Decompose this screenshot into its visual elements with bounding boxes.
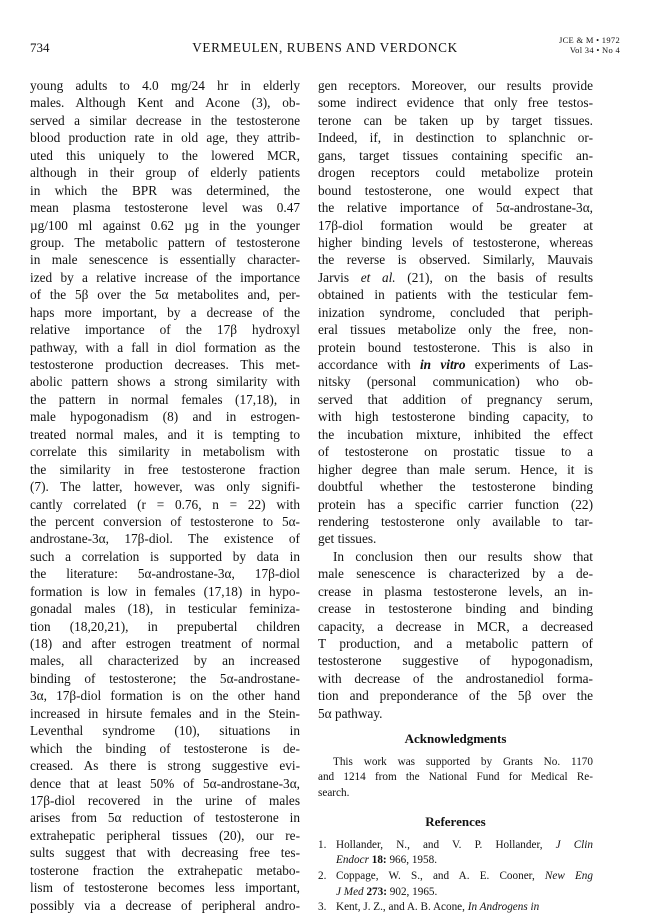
text-line: blood production rate in old age, they attrib-	[30, 130, 300, 146]
text-line: Indeed, if, in destinction to splanchnic or-	[318, 130, 593, 146]
text-line: gans, target tissues containing specific an-	[318, 147, 593, 163]
left-column	[30, 77, 300, 914]
text-line: relative importance of the 17β hydroxyl	[30, 322, 300, 338]
text-line: androstane-3α, 17β-diol. The existence of	[30, 531, 300, 547]
reference-item	[318, 900, 593, 916]
text-line: uted this uniquely to the lowered MCR,	[30, 147, 300, 163]
journal-line-1: JCE & M • 1972	[558, 35, 620, 45]
text-line: sults suggest that with decreasing free tes-	[30, 845, 300, 861]
text-line: bound testosterone, one would expect that	[318, 182, 593, 198]
text-line: the reverse is observed. Similarly, Mauvais	[318, 252, 593, 268]
text-line: crease in testosterone binding and binding	[318, 601, 593, 617]
running-head-authors: VERMEULEN, RUBENS AND VERDONCK	[192, 40, 458, 55]
text-line: pathway, with a fall in diol formation as the	[30, 339, 300, 355]
reference-item	[318, 869, 593, 900]
page-number: 734	[30, 40, 50, 55]
text-line: testosterone suggestive of hypogonadism,	[318, 653, 593, 669]
references-list	[318, 838, 593, 916]
text-line: higher degree than male serum. Hence, it is	[318, 461, 593, 477]
text-line: increased in hirsute females and in the Stein-	[30, 705, 300, 721]
text-line: ized by a relative increase of the importance	[30, 269, 300, 285]
text-line: in which the BPR was determined, the	[30, 182, 300, 198]
text-line: In conclusion then our results show that	[333, 548, 593, 564]
text-line: mean plasma testosterone level was 0.47	[30, 200, 300, 216]
text-line: formation is low in females (17,18) in hypo-	[30, 583, 300, 599]
text-line: inization syndrome, concluded that periph-	[318, 304, 593, 320]
text-line: with decrease of the androstanediol forma-	[318, 670, 593, 686]
text-line: males. Although Kent and Acone (3), ob-	[30, 95, 300, 111]
text-line: 17β-diol recovered in the urine of males	[30, 792, 300, 808]
text-line: eral tissues metabolize only the free, non-	[318, 322, 593, 338]
reference-line: Endocr 18: 966, 1958.	[336, 854, 437, 867]
text-line: drogen receptors could metabolize protein	[318, 165, 593, 181]
text-line: with high testosterone binding capacity, to	[318, 409, 593, 425]
text-line: T production, and a metabolic pattern of	[318, 636, 593, 651]
text-line: 3α, 17β-diol formation is on the other hand	[30, 688, 300, 704]
text-line: gonadal males (18), in testicular feminiza-	[30, 601, 300, 617]
text-line: some indirect evidence that only free testos-	[318, 95, 593, 111]
text-line: although in their group of elderly patients	[30, 165, 300, 181]
text-line: male senescence is characterized by a de-	[318, 566, 593, 582]
text-line: group. The metabolic pattern of testosterone	[30, 234, 300, 250]
text-line: correlate this similarity in metabolism with	[30, 444, 300, 460]
reference-number: 3.	[318, 901, 327, 914]
text-line: which the binding of testosterone is de-	[30, 740, 300, 756]
acknowledgment-line: This work was supported by Grants No. 1170	[333, 755, 593, 768]
text-line: higher binding levels of testosterone, whereas	[318, 234, 593, 250]
acknowledgment-line: and 1214 from the National Fund for Medical Re-	[318, 771, 593, 784]
reference-item	[318, 838, 593, 869]
text-line: capacity, a decrease in MCR, a decreased	[318, 618, 593, 634]
reference-line: Coppage, W. S., and A. E. Cooner, New Eng	[336, 870, 593, 883]
text-line: haps more important, by a decrease of the	[30, 304, 300, 320]
text-line: served that addition of pregnancy serum,	[318, 391, 593, 407]
acknowledgments-heading: Acknowledgments	[404, 731, 507, 747]
text-line: 5α pathway.	[318, 705, 383, 721]
reference-number: 1.	[318, 838, 327, 851]
acknowledgments-text	[318, 755, 593, 802]
text-line: treated normal males, and it is tempting to	[30, 426, 300, 442]
text-line: µg/100 ml against 0.62 µg in the younger	[30, 217, 300, 233]
text-line: lism of testosterone becomes less important,	[30, 880, 300, 896]
text-line: of testosterone on prostatic tissue to a	[318, 444, 593, 460]
text-line: cantly correlated (r = 0.76, n = 22) with	[30, 496, 300, 512]
text-line: testosterone production decreases. This met-	[30, 357, 300, 372]
text-line: Jarvis et al. (21), on the basis of results	[318, 269, 593, 285]
reference-line: Hollander, N., and V. P. Hollander, J Clin	[336, 838, 593, 851]
text-line: 17β-diol formation would be greater at	[318, 217, 593, 233]
journal-line-2: Vol 34 • No 4	[569, 44, 620, 55]
text-line: male hypogonadism (8) and in estrogen-	[30, 409, 300, 425]
reference-line: Kent, J. Z., and A. B. Acone, In Androgens in	[336, 901, 540, 914]
text-line: in male senescence is essentially character-	[30, 252, 300, 268]
text-line: of the 5β over the 5α metabolites and, per-	[30, 287, 300, 303]
text-line: nitsky (personal communication) who ob-	[318, 374, 593, 390]
text-line: gen receptors. Moreover, our results provide	[318, 78, 593, 93]
acknowledgment-line: search.	[318, 786, 350, 799]
text-line: protein bound testosterone. This is also in	[318, 339, 593, 355]
text-line: protein has a specific carrier function (22)	[318, 496, 593, 512]
text-line: the similarity in free testosterone fraction	[30, 461, 300, 477]
text-line: such a correlation is supported by data in	[30, 548, 300, 564]
paragraph-discussion	[318, 77, 593, 548]
reference-number: 2.	[318, 870, 327, 883]
reference-line: J Med 273: 902, 1965.	[336, 885, 438, 898]
text-line: abolic pattern shows a strong similarity with	[30, 374, 300, 390]
text-line: males, all characterized by an increased	[30, 653, 300, 669]
text-line: crease in plasma testosterone levels, an in-	[318, 583, 593, 599]
text-line: the percent conversion of testosterone to 5α-	[30, 513, 300, 529]
text-line: (18) and after estrogen treatment of normal	[30, 636, 300, 651]
text-line: accordance with in vitro experiments of Las-	[318, 357, 593, 372]
text-line: obtained in patients with the testicular fem-	[318, 287, 593, 303]
references-heading: References	[425, 814, 486, 830]
text-line: arises from 5α reduction of testosterone in	[30, 810, 300, 826]
text-line: Leventhal syndrome (10), situations in	[30, 723, 300, 739]
text-line: rendering testosterone only available to tar-	[318, 513, 593, 529]
text-line: the pattern in normal females (17,18), in	[30, 391, 300, 407]
page-header	[30, 35, 620, 62]
text-line: possibly via a decrease of peripheral andro-	[30, 897, 300, 913]
text-line: the literature: 5α-androstane-3α, 17β-diol	[30, 566, 300, 582]
paragraph-conclusion	[318, 548, 593, 722]
text-line: binding of testosterone; the 5α-androstane-	[30, 670, 300, 686]
text-line: tion and preponderance of the 5β over the	[318, 688, 593, 704]
text-line: tion (18,20,21), in prepubertal children	[30, 618, 300, 634]
text-line: dence that at least 50% of 5α-androstane-3α,	[30, 775, 300, 791]
text-line: served a similar decrease in the testosterone	[30, 112, 300, 128]
text-line: young adults to 4.0 mg/24 hr in elderly	[30, 78, 300, 93]
text-line: doubtful whether the testosterone binding	[318, 479, 593, 495]
text-line: extrahepatic peripheral tissues (20), our re-	[30, 827, 300, 843]
text-line: get tissues.	[318, 531, 377, 547]
text-line: the incubation mixture, inhibited the effect	[318, 426, 593, 442]
text-line: (7). The latter, however, was only signifi-	[30, 479, 300, 495]
journal-reference	[559, 36, 620, 55]
text-line: the relative importance of 5α-androstane-3α,	[318, 200, 593, 216]
text-line: terone can be taken up by target tissues.	[318, 112, 593, 128]
right-column	[318, 77, 593, 916]
text-line: tosterone fraction the extrahepatic metabo-	[30, 862, 300, 878]
text-line: creased. As there is strong suggestive evi-	[30, 758, 300, 774]
